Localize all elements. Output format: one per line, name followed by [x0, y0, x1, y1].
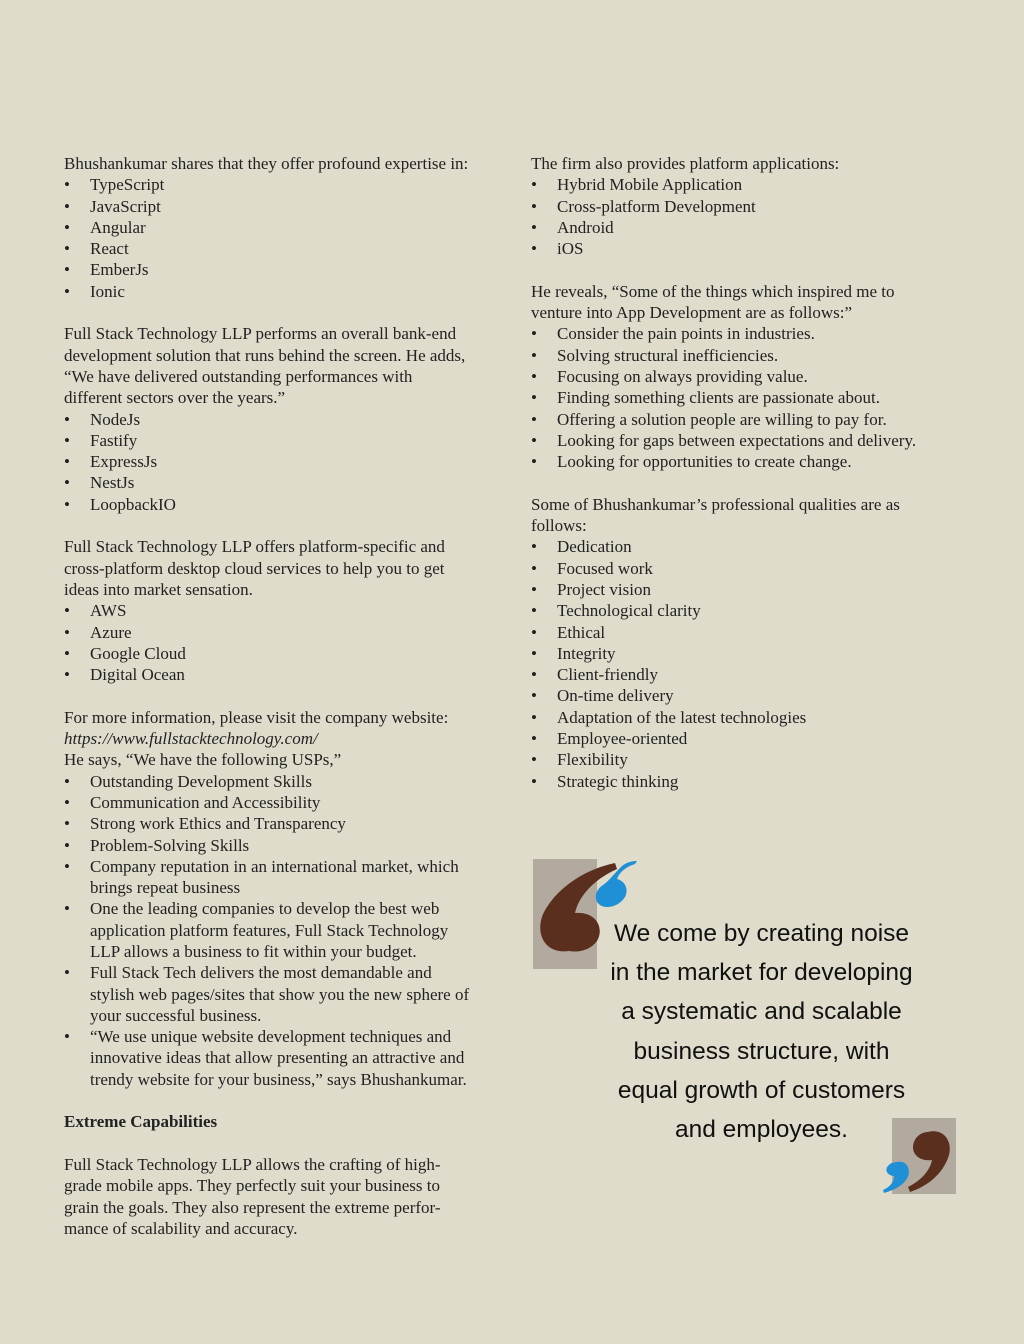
list-item: • Ethical [531, 622, 951, 643]
qualities-list [531, 536, 951, 792]
list-item: • LoopbackIO [64, 494, 504, 515]
list-item: • NodeJs [64, 409, 504, 430]
list-item: • NestJs [64, 472, 504, 493]
close-quote-icon [882, 1118, 956, 1194]
list-item: • EmberJs [64, 259, 504, 280]
capabilities-paragraph [64, 1154, 504, 1239]
text-line: He reveals, “Some of the things which inspired me to [531, 281, 895, 301]
list-item: • JavaScript [64, 196, 504, 217]
quote-text [594, 914, 929, 1149]
text-line: Full Stack Technology LLP performs an overall bank-end [64, 324, 457, 344]
more-info-text: For more information, please visit the company website: [64, 707, 449, 727]
backend-list [64, 409, 504, 515]
backend-paragraph [64, 323, 504, 408]
list-item: • Technological clarity [531, 600, 951, 621]
list-item: • TypeScript [64, 174, 504, 195]
list-item: • Dedication [531, 536, 951, 557]
list-item: • Adaptation of the latest technologies [531, 707, 951, 728]
list-item: • One the leading companies to develop the best web application platform features, Full Stack Technology LLP allows a business to fit within your budget. [64, 898, 504, 962]
text-line: ideas into market sensation. [64, 579, 253, 599]
text-line: grade mobile apps. They perfectly suit your business to [64, 1176, 440, 1196]
list-item: • Digital Ocean [64, 664, 504, 685]
list-item: • Full Stack Tech delivers the most demandable and stylish web pages/sites that show you the new sphere of your successful business. [64, 962, 504, 1026]
text-line: cross-platform desktop cloud services to help you to get [64, 558, 445, 578]
right-column [531, 153, 951, 792]
list-item: • Azure [64, 622, 504, 643]
list-item: • Strong work Ethics and Transparency [64, 813, 504, 834]
list-item: • Strategic thinking [531, 771, 951, 792]
inspiration-list [531, 323, 951, 472]
list-item: • React [64, 238, 504, 259]
list-item: • ExpressJs [64, 451, 504, 472]
list-item: • AWS [64, 600, 504, 621]
list-item: • Looking for gaps between expectations and delivery. [531, 430, 951, 451]
quote-line: equal growth of customers [617, 1076, 906, 1104]
quote-line: a systematic and scalable [621, 998, 902, 1026]
expertise-list [64, 174, 504, 302]
list-item: • Looking for opportunities to create change. [531, 451, 951, 472]
cloud-list [64, 600, 504, 685]
list-item: • “We use unique website development techniques and innovative ideas that allow presenting an attractive and trendy website for your business,” says Bhushankumar. [64, 1026, 504, 1090]
list-item: • Focusing on always providing value. [531, 366, 951, 387]
usp-intro: He says, “We have the following USPs,” [64, 750, 342, 770]
text-line: development solution that runs behind the screen. He adds, [64, 345, 466, 365]
list-item: • Client-friendly [531, 664, 951, 685]
list-item: • Fastify [64, 430, 504, 451]
list-item: • Company reputation in an international market, which brings repeat business [64, 856, 504, 899]
list-item: • Hybrid Mobile Application [531, 174, 951, 195]
list-item: • Communication and Accessibility [64, 792, 504, 813]
list-item: • iOS [531, 238, 951, 259]
list-item: • Finding something clients are passionate about. [531, 387, 951, 408]
text-line: mance of scalability and accuracy. [64, 1218, 298, 1238]
platform-list [531, 174, 951, 259]
quote-line: and employees. [675, 1116, 848, 1144]
website-link[interactable]: https://www.fullstacktechnology.com/ [64, 729, 318, 749]
list-item: • Focused work [531, 558, 951, 579]
cloud-paragraph [64, 536, 504, 600]
expertise-intro: Bhushankumar shares that they offer profound expertise in: [64, 154, 469, 173]
list-item: • Employee-oriented [531, 728, 951, 749]
left-column [64, 153, 504, 1239]
pull-quote [532, 858, 962, 1198]
text-line: Full Stack Technology LLP offers platform-specific and [64, 537, 445, 557]
quote-line: business structure, with [633, 1037, 890, 1065]
list-item: • Cross-platform Development [531, 196, 951, 217]
list-item: • Problem-Solving Skills [64, 835, 504, 856]
text-line: “We have delivered outstanding performances with [64, 366, 413, 386]
text-line: venture into App Development are as follows:” [531, 303, 853, 323]
text-line: Full Stack Technology LLP allows the crafting of high- [64, 1154, 441, 1174]
text-line: grain the goals. They also represent the extreme perfor- [64, 1197, 441, 1217]
text-line: different sectors over the years.” [64, 388, 286, 408]
section-heading: Extreme Capabilities [64, 1112, 218, 1132]
list-item: • Integrity [531, 643, 951, 664]
quote-line: We come by creating noise [613, 920, 910, 947]
list-item: • Android [531, 217, 951, 238]
list-item: • Flexibility [531, 749, 951, 770]
text-line: follows: [531, 516, 587, 536]
list-item: • Outstanding Development Skills [64, 771, 504, 792]
platform-intro: The firm also provides platform applications: [531, 154, 840, 173]
text-line: Some of Bhushankumar’s professional qualities are as [531, 494, 900, 514]
list-item: • Project vision [531, 579, 951, 600]
list-item: • Ionic [64, 281, 504, 302]
quote-line: in the market for developing [610, 959, 913, 987]
list-item: • Offering a solution people are willing to pay for. [531, 409, 951, 430]
usp-list [64, 771, 504, 1090]
list-item: • Consider the pain points in industries. [531, 323, 951, 344]
list-item: • On-time delivery [531, 685, 951, 706]
qualities-intro [531, 494, 951, 537]
inspiration-intro [531, 281, 951, 324]
list-item: • Angular [64, 217, 504, 238]
list-item: • Solving structural inefficiencies. [531, 345, 951, 366]
list-item: • Google Cloud [64, 643, 504, 664]
